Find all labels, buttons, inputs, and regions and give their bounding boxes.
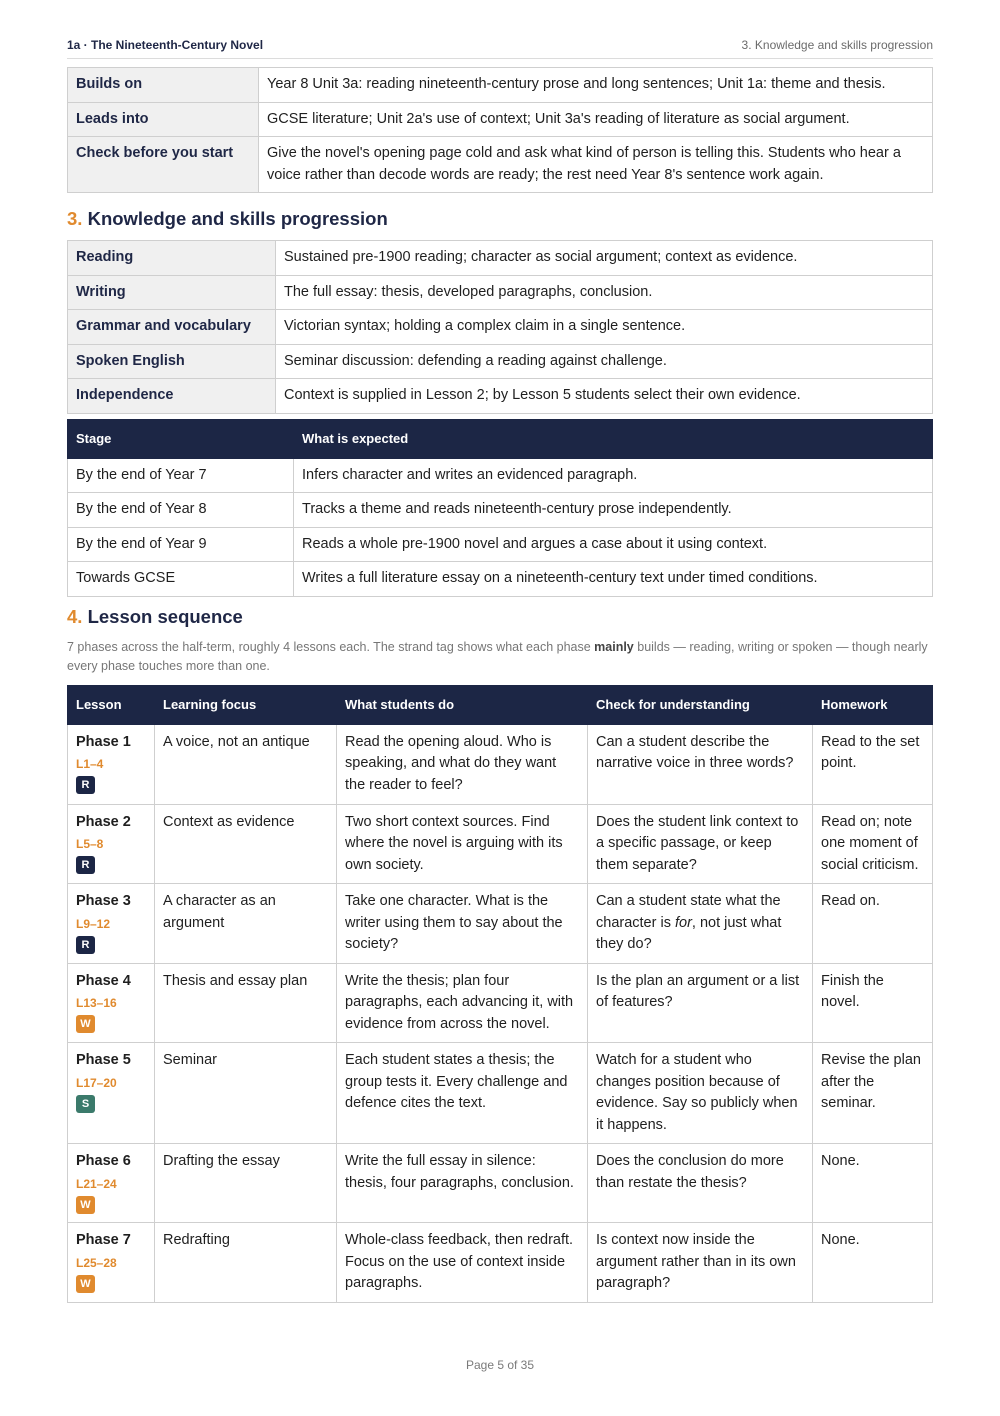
- table-row: [68, 562, 933, 597]
- phase-name: Phase 4: [76, 972, 131, 989]
- strand-tag: R: [76, 776, 95, 794]
- strand-tag: R: [76, 936, 95, 954]
- check-cell: [588, 1144, 813, 1223]
- check-cell: [588, 724, 813, 804]
- row-label: Writing: [68, 275, 276, 310]
- learning-focus-cell: A voice, not an antique: [155, 724, 337, 804]
- expected-cell: Infers character and writes an evidenced paragraph.: [294, 458, 933, 493]
- page-number: Page 5 of 35: [465, 1358, 535, 1372]
- column-header: What students do: [337, 686, 588, 725]
- stage-cell: By the end of Year 7: [68, 458, 294, 493]
- row-label: Reading: [68, 241, 276, 276]
- lesson-row: [68, 1144, 933, 1223]
- table-header-row: [68, 420, 933, 459]
- section-number: 3.: [67, 208, 83, 229]
- lesson-row: [68, 1223, 933, 1303]
- section-number: 4.: [67, 606, 83, 627]
- lesson-range: L17–20: [76, 1075, 117, 1090]
- homework-cell: Read to the set point.: [813, 724, 933, 804]
- lesson-cell: [68, 1144, 155, 1223]
- lesson-cell: [68, 804, 155, 884]
- check-text: Is the plan an argument or a list of features?: [596, 972, 800, 1010]
- row-label: Leads into: [68, 102, 259, 137]
- table-row: [68, 527, 933, 562]
- lesson-cell: [68, 884, 155, 964]
- row-label: Check before you start: [68, 137, 259, 193]
- lesson-range: L9–12: [76, 916, 111, 931]
- column-header: Learning focus: [155, 686, 337, 725]
- lesson-sequence-table: [67, 685, 933, 1303]
- table-row: [68, 379, 933, 414]
- intro-text: 7 phases across the half-term, roughly 4 lessons each. The strand tag shows what each phase: [67, 640, 595, 654]
- lesson-range: L1–4: [76, 757, 104, 771]
- section-heading-3: [67, 208, 388, 230]
- expected-cell: Tracks a theme and reads nineteenth-century prose independently.: [294, 493, 933, 528]
- strand-tag: S: [76, 1095, 95, 1113]
- check-cell: [588, 1043, 813, 1144]
- check-emphasis: for: [674, 914, 692, 931]
- homework-cell: Finish the novel.: [813, 963, 933, 1043]
- table-header-row: [68, 686, 933, 725]
- lesson-row: [68, 724, 933, 804]
- students-do-cell: Each student states a thesis; the group tests it. Every challenge and defence cites the text.: [337, 1043, 588, 1144]
- phase-name: Phase 2: [76, 813, 131, 830]
- learning-focus-cell: Redrafting: [155, 1223, 337, 1303]
- row-label: Grammar and vocabulary: [68, 310, 276, 345]
- homework-cell: Read on; note one moment of social criticism.: [813, 804, 933, 884]
- students-do-cell: Whole-class feedback, then redraft. Focus on the use of context inside paragraphs.: [337, 1223, 588, 1303]
- lesson-rows: [68, 724, 933, 1302]
- stage-cell: Towards GCSE: [68, 562, 294, 597]
- lesson-range: L5–8: [76, 837, 104, 851]
- row-value: Victorian syntax; holding a complex claim in a single sentence.: [276, 310, 933, 345]
- check-cell: [588, 804, 813, 884]
- check-text: , not just what they do?: [596, 914, 782, 952]
- intro-emphasis: mainly: [594, 640, 634, 654]
- learning-focus-cell: Context as evidence: [155, 804, 337, 884]
- column-header: Check for understanding: [588, 686, 813, 725]
- skills-table: [67, 240, 933, 414]
- section-title: Knowledge and skills progression: [87, 208, 388, 229]
- strand-tag: W: [76, 1275, 95, 1293]
- row-label: Spoken English: [68, 344, 276, 379]
- row-value: Seminar discussion: defending a reading against challenge.: [276, 344, 933, 379]
- expected-cell: Writes a full literature essay on a nineteenth-century text under timed conditions.: [294, 562, 933, 597]
- section-heading-4: [67, 606, 243, 628]
- row-value: GCSE literature; Unit 2a's use of context; Unit 3a's reading of literature as social argument.: [259, 102, 933, 137]
- check-text: Does the student link context to a specific passage, or keep them separate?: [596, 813, 799, 873]
- students-do-cell: Write the full essay in silence: thesis, four paragraphs, conclusion.: [337, 1144, 588, 1223]
- homework-cell: None.: [813, 1223, 933, 1303]
- check-text: Can a student state what the character is: [596, 893, 781, 931]
- check-text: Does the conclusion do more than restate the thesis?: [596, 1153, 784, 1191]
- phase-name: Phase 6: [76, 1153, 131, 1169]
- students-do-cell: Two short context sources. Find where the novel is arguing with its own society.: [337, 804, 588, 884]
- running-header: [67, 37, 933, 59]
- column-header: What is expected: [294, 420, 933, 459]
- lesson-cell: [68, 1223, 155, 1303]
- table-row: [68, 458, 933, 493]
- homework-cell: None.: [813, 1144, 933, 1223]
- table-row: [68, 102, 933, 137]
- row-label: Independence: [68, 379, 276, 414]
- lesson-range: L21–24: [76, 1176, 117, 1191]
- students-do-cell: Take one character. What is the writer using them to say about the society?: [337, 884, 588, 964]
- students-do-cell: Read the opening aloud. Who is speaking, and what do they want the reader to feel?: [337, 724, 588, 804]
- table-row: [68, 310, 933, 345]
- row-value: The full essay: thesis, developed paragraphs, conclusion.: [276, 275, 933, 310]
- lesson-cell: [68, 724, 155, 804]
- stages-table: [67, 419, 933, 597]
- strand-tag: W: [76, 1015, 95, 1033]
- expected-cell: Reads a whole pre-1900 novel and argues a case about it using context.: [294, 527, 933, 562]
- row-value: Give the novel's opening page cold and ask what kind of person is telling this. Students who hear a voice rather than decode words are ready; the rest need Year 8's sentence work again.: [259, 137, 933, 193]
- table-row: [68, 68, 933, 103]
- homework-cell: Revise the plan after the seminar.: [813, 1043, 933, 1144]
- learning-focus-cell: Thesis and essay plan: [155, 963, 337, 1043]
- lesson-cell: [68, 963, 155, 1043]
- lesson-range: L13–16: [76, 996, 117, 1010]
- learning-focus-cell: A character as an argument: [155, 884, 337, 964]
- row-label: Builds on: [68, 68, 259, 103]
- column-header: Stage: [68, 420, 294, 459]
- unit-title: 1a · The Nineteenth-Century Novel: [67, 38, 264, 52]
- check-cell: [588, 963, 813, 1043]
- row-value: Sustained pre-1900 reading; character as social argument; context as evidence.: [276, 241, 933, 276]
- strand-tag: W: [76, 1196, 95, 1214]
- phase-name: Phase 3: [76, 893, 131, 909]
- homework-cell: Read on.: [813, 884, 933, 964]
- check-text: Is context now inside the argument rather than in its own paragraph?: [596, 1232, 796, 1291]
- phase-name: Phase 7: [76, 1232, 131, 1248]
- table-row: [68, 275, 933, 310]
- lesson-row: [68, 804, 933, 884]
- stage-cell: By the end of Year 8: [68, 493, 294, 528]
- check-cell: [588, 884, 813, 964]
- check-text: Watch for a student who changes position because of evidence. Say so publicly when it happens.: [596, 1052, 798, 1133]
- intro-text: builds — reading, writing or spoken — though nearly every phase touches more than one.: [67, 640, 928, 673]
- check-cell: [588, 1223, 813, 1303]
- column-header: Homework: [813, 686, 933, 725]
- section-running-title: 3. Knowledge and skills progression: [741, 38, 933, 52]
- section-intro: [67, 638, 933, 676]
- table-row: [68, 137, 933, 193]
- learning-focus-cell: Seminar: [155, 1043, 337, 1144]
- table-row: [68, 344, 933, 379]
- lesson-row: [68, 963, 933, 1043]
- lesson-row: [68, 884, 933, 964]
- check-text: Can a student describe the narrative voice in three words?: [596, 733, 794, 771]
- lesson-cell: [68, 1043, 155, 1144]
- learning-focus-cell: Drafting the essay: [155, 1144, 337, 1223]
- stage-cell: By the end of Year 9: [68, 527, 294, 562]
- lesson-row: [68, 1043, 933, 1144]
- table-row: [68, 493, 933, 528]
- table-row: [68, 241, 933, 276]
- row-value: Context is supplied in Lesson 2; by Lesson 5 students select their own evidence.: [276, 379, 933, 414]
- phase-name: Phase 1: [76, 733, 131, 750]
- section-title: Lesson sequence: [87, 606, 243, 627]
- phase-name: Phase 5: [76, 1052, 131, 1068]
- strand-tag: R: [76, 856, 95, 874]
- row-value: Year 8 Unit 3a: reading nineteenth-century prose and long sentences; Unit 1a: theme and thesis.: [259, 68, 933, 103]
- column-header: Lesson: [68, 686, 155, 725]
- students-do-cell: Write the thesis; plan four paragraphs, each advancing it, with evidence from across the novel.: [337, 963, 588, 1043]
- lesson-range: L25–28: [76, 1255, 117, 1270]
- context-table: [67, 67, 933, 193]
